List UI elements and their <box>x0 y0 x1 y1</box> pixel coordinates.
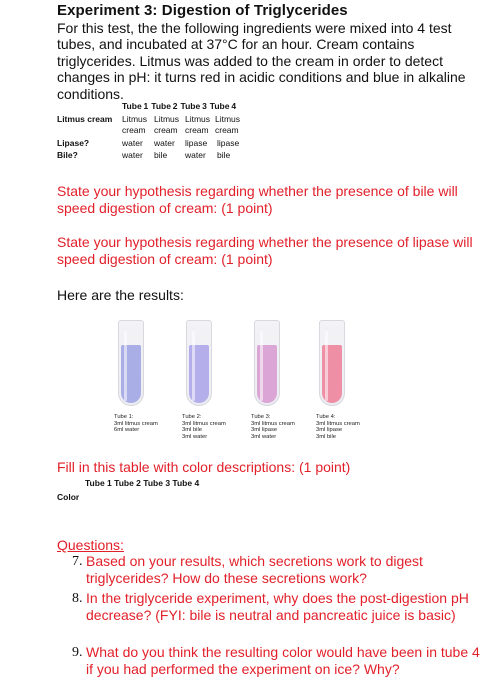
intro-paragraph: For this test, the the following ingredients were mixed into 4 test tubes, and incubated at 37°C for an hour. Cream contains triglycerides. Litmus was added to the cream in order to detect changes in pH: it turns red in acidic conditions and blue in alkaline conditions. <box>57 20 466 102</box>
test-tube-3 <box>254 320 280 406</box>
tube-4-caption: Tube 4: 3ml litmus cream 3ml lipase 3ml bile <box>316 414 360 440</box>
color-header-tube-2: Tube 2 <box>114 478 141 488</box>
setup-cell: water <box>185 150 206 160</box>
setup-cell: Litmus <box>122 114 148 124</box>
test-tubes-photo <box>106 312 391 442</box>
hypothesis-bile-prompt: State your hypothesis regarding whether the presence of bile will speed digestion of cream: (1 point) <box>57 183 458 216</box>
setup-cell: Litmus <box>215 114 241 124</box>
setup-cell: bile <box>217 150 231 160</box>
page-title: Experiment 3: Digestion of Triglycerides <box>57 2 348 19</box>
question-number: 9. <box>72 645 83 660</box>
question-text: Based on your results, which secretions work to digest triglycerides? How do these secretions work? <box>86 553 423 586</box>
questions-heading: Questions: <box>57 537 124 553</box>
setup-cell: water <box>122 138 143 148</box>
tube-3-caption: Tube 3: 3ml litmus cream 3ml lipase 3ml water <box>251 414 295 440</box>
setup-cell: bile <box>154 150 168 160</box>
setup-cell: cream <box>122 125 146 135</box>
test-tube-4 <box>319 320 345 406</box>
color-header-tube-4: Tube 4 <box>172 478 200 488</box>
setup-cell: cream <box>185 125 209 135</box>
test-tube-1 <box>118 320 144 406</box>
setup-cell: water <box>122 150 143 160</box>
tube-2-caption: Tube 2: 3ml litmus cream 3ml bile 3ml water <box>182 414 226 440</box>
setup-row-label: Litmus cream <box>57 114 113 124</box>
hypothesis-lipase-prompt: State your hypothesis regarding whether the presence of lipase will speed digestion of cream: (1 point) <box>57 234 473 267</box>
question-8 <box>72 590 482 624</box>
setup-row-label: Lipase? <box>57 138 90 148</box>
setup-cell: cream <box>215 125 239 135</box>
setup-table-header <box>122 101 239 111</box>
color-table-header <box>85 478 199 488</box>
results-label: Here are the results: <box>57 287 184 303</box>
color-row-label: Color <box>57 492 80 502</box>
setup-cell: water <box>154 138 175 148</box>
question-text: In the triglyceride experiment, why does the post-digestion pH decrease? (FYI: bile is neutral and pancreatic juice is basic) <box>86 590 469 623</box>
tube-1-caption: Tube 1: 3ml litmus cream 6ml water <box>114 414 158 434</box>
setup-cell: Litmus <box>154 114 180 124</box>
question-number: 7. <box>72 554 83 569</box>
setup-cell: lipase <box>185 138 208 148</box>
setup-row-label: Bile? <box>57 150 78 160</box>
setup-cell: Litmus <box>185 114 211 124</box>
question-number: 8. <box>72 591 83 606</box>
question-text: What do you think the resulting color would have been in tube 4 if you had performed the experiment on ice? Why? <box>86 644 480 677</box>
setup-header-tube-1: Tube 1 <box>122 101 149 111</box>
setup-cell: cream <box>154 125 178 135</box>
question-9 <box>72 644 482 678</box>
fill-table-instruction: Fill in this table with color descriptions: (1 point) <box>57 459 351 475</box>
test-tube-2 <box>186 320 212 406</box>
question-7 <box>72 553 482 587</box>
setup-header-tube-4: Tube 4 <box>209 101 237 111</box>
color-header-tube-1: Tube 1 <box>85 478 112 488</box>
setup-header-tube-2: Tube 2 <box>151 101 178 111</box>
setup-cell: lipase <box>217 138 240 148</box>
color-header-tube-3: Tube 3 <box>143 478 171 488</box>
setup-header-tube-3: Tube 3 <box>180 101 207 111</box>
